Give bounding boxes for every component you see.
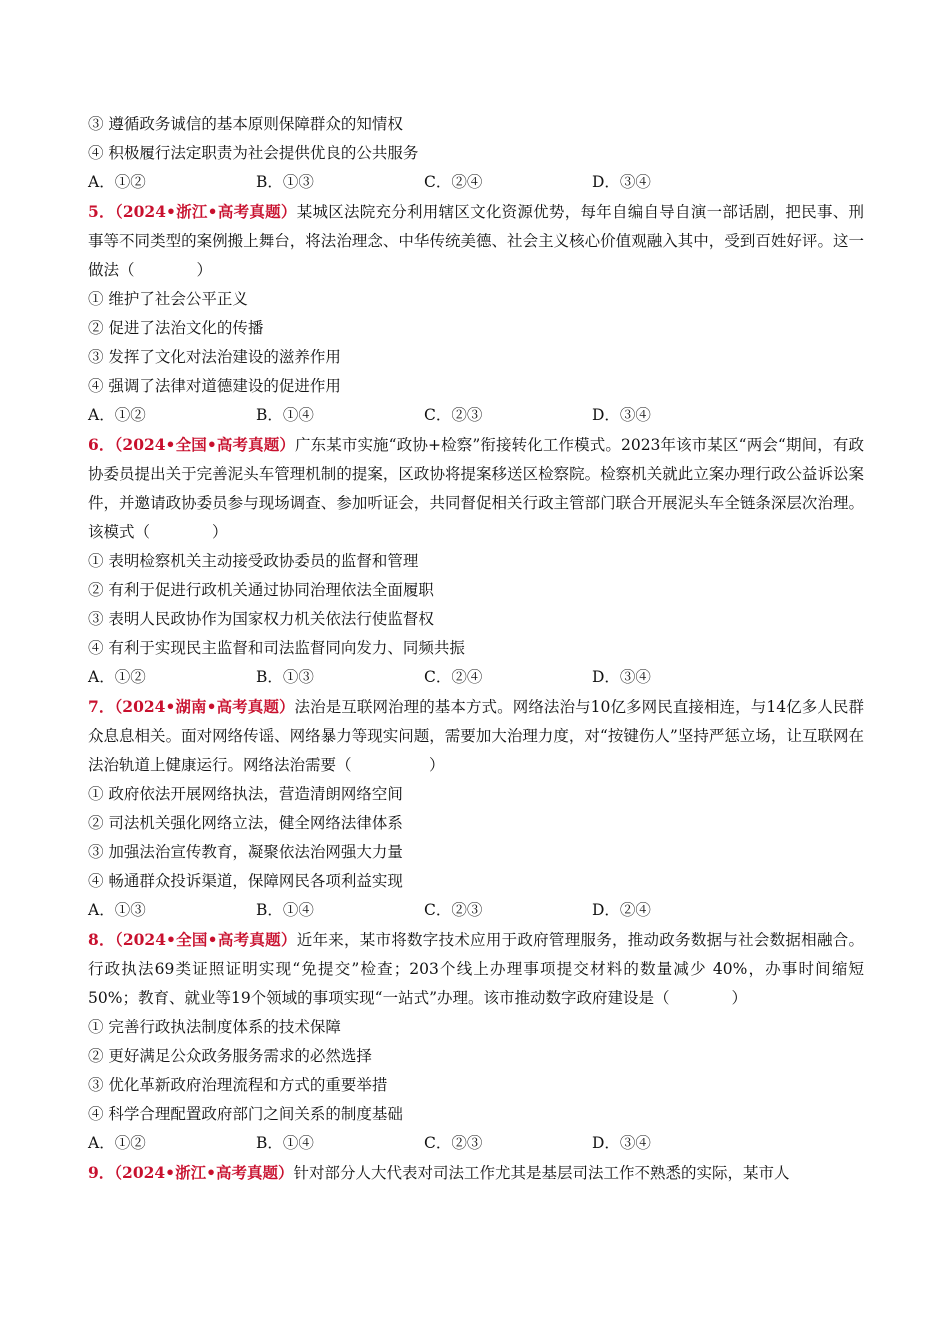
option-d[interactable]: D．③④	[592, 1134, 651, 1152]
question-source: （2024•全国•高考真题）	[114, 435, 295, 454]
option-d[interactable]: D．③④	[592, 173, 651, 191]
question-stem	[88, 1158, 864, 1188]
question-number: 5．	[88, 202, 115, 221]
question-source: （2024•全国•高考真题）	[114, 930, 297, 949]
document-page	[88, 110, 864, 1188]
choice-item: ③ 优化革新政府治理流程和方式的重要举措	[88, 1076, 388, 1094]
stem-text: 某城区法院充分利用辖区文化资源优势，每年自编自导自演一部话剧，把民事、刑事等不同类型的案例搬上舞台，将法治理念、中华传统美德、社会主义核心价值观融入其中，受到百姓好评。这一做法（ ）	[88, 203, 864, 279]
option-a[interactable]: A．①②	[88, 668, 146, 686]
answer-options	[88, 168, 864, 197]
option-b[interactable]: B．①④	[256, 1134, 314, 1152]
option-d[interactable]: D．③④	[592, 668, 651, 686]
choice-item: ② 有利于促进行政机关通过协同治理依法全面履职	[88, 581, 434, 599]
question-stem	[88, 692, 864, 780]
stem-text: 广东某市实施“政协+检察”衔接转化工作模式。2023年该市某区“两会“期间，有政协委员提出关于完善泥头车管理机制的提案，区政协将提案移送区检察院。检察机关就此立案办理行政公益诉讼案件，并邀请政协委员参与现场调查、参加听证会，共同督促相关行政主管部门联合开展泥头车全链条深层次治理。该模式（ ）	[88, 436, 864, 541]
option-b[interactable]: B．①④	[256, 901, 314, 919]
option-b[interactable]: B．①③	[256, 173, 314, 191]
stem-text: 针对部分人大代表对司法工作尤其是基层司法工作不熟悉的实际，某市人	[293, 1164, 790, 1182]
option-d[interactable]: D．②④	[592, 901, 651, 919]
question-source: （2024•浙江•高考真题）	[114, 202, 297, 221]
question-number: 9．	[88, 1163, 115, 1182]
choice-item: ④ 科学合理配置政府部门之间关系的制度基础	[88, 1105, 403, 1123]
choice-item: ③ 遵循政务诚信的基本原则保障群众的知情权	[88, 115, 403, 133]
choice-item: ④ 强调了法律对道德建设的促进作用	[88, 377, 341, 395]
option-a[interactable]: A．①②	[88, 406, 146, 424]
choice-item: ④ 有利于实现民主监督和司法监督同向发力、同频共振	[88, 639, 465, 657]
option-d[interactable]: D．③④	[592, 406, 651, 424]
option-c[interactable]: C．②③	[424, 901, 483, 919]
option-a[interactable]: A．①②	[88, 173, 146, 191]
question-4-tail	[88, 110, 864, 197]
choice-item: ② 更好满足公众政务服务需求的必然选择	[88, 1047, 372, 1065]
choice-item: ③ 表明人民政协作为国家权力机关依法行使监督权	[88, 610, 434, 628]
option-b[interactable]: B．①③	[256, 668, 314, 686]
question-number: 8．	[88, 930, 115, 949]
choice-item: ① 政府依法开展网络执法，营造清朗网络空间	[88, 785, 403, 803]
question-8	[88, 925, 864, 1158]
answer-options	[88, 896, 864, 925]
option-a[interactable]: A．①②	[88, 1134, 146, 1152]
question-9	[88, 1158, 864, 1188]
choice-item: ① 维护了社会公平正义	[88, 290, 248, 308]
choice-item: ① 完善行政执法制度体系的技术保障	[88, 1018, 341, 1036]
question-source: （2024•湖南•高考真题）	[114, 697, 295, 716]
choice-item: ① 表明检察机关主动接受政协委员的监督和管理	[88, 552, 419, 570]
answer-options	[88, 1129, 864, 1158]
stem-text: 近年来，某市将数字技术应用于政府管理服务，推动政务数据与社会数据相融合。行政执法69类证照证明实现“免提交”检查；203个线上办理事项提交材料的数量减少 40%，办事时间缩短 50%；教育、就业等19个领域的事项实现“一站式”办理。该市推动数字政府建设是（ ）	[88, 931, 864, 1007]
stem-text: 法治是互联网治理的基本方式。网络法治与10亿多网民直接相连，与14亿多人民群众息息相关。面对网络传谣、网络暴力等现实问题，需要加大治理力度，对“按键伤人”坚持严惩立场，让互联网在法治轨道上健康运行。网络法治需要（ ）	[88, 698, 864, 774]
question-number: 7．	[88, 697, 115, 716]
option-c[interactable]: C．②④	[424, 668, 483, 686]
question-stem	[88, 197, 864, 285]
choice-item: ② 司法机关强化网络立法，健全网络法律体系	[88, 814, 403, 832]
option-c[interactable]: C．②③	[424, 406, 483, 424]
choice-item: ④ 积极履行法定职责为社会提供优良的公共服务	[88, 144, 419, 162]
question-source: （2024•浙江•高考真题）	[114, 1163, 294, 1182]
answer-options	[88, 663, 864, 692]
choice-item: ③ 发挥了文化对法治建设的滋养作用	[88, 348, 341, 366]
option-c[interactable]: C．②④	[424, 173, 483, 191]
question-number: 6．	[88, 435, 115, 454]
option-a[interactable]: A．①③	[88, 901, 146, 919]
question-5	[88, 197, 864, 430]
question-6	[88, 430, 864, 692]
question-7	[88, 692, 864, 925]
option-c[interactable]: C．②③	[424, 1134, 483, 1152]
answer-options	[88, 401, 864, 430]
choice-item: ③ 加强法治宣传教育，凝聚依法治网强大力量	[88, 843, 403, 861]
question-stem	[88, 925, 864, 1013]
question-stem	[88, 430, 864, 547]
choice-item: ④ 畅通群众投诉渠道，保障网民各项利益实现	[88, 872, 403, 890]
choice-item: ② 促进了法治文化的传播	[88, 319, 264, 337]
option-b[interactable]: B．①④	[256, 406, 314, 424]
